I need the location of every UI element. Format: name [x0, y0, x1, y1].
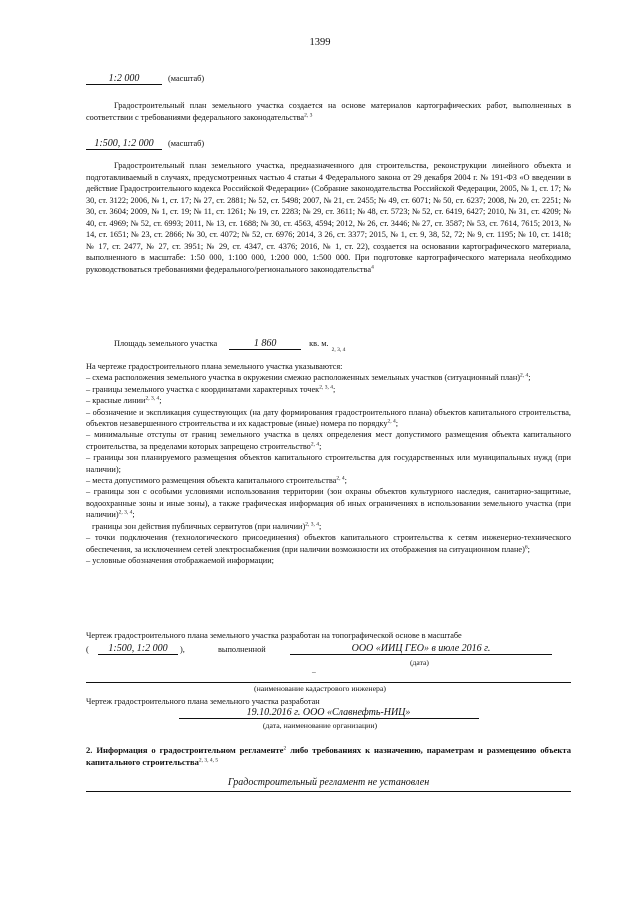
list-item: – границы зон планируемого размещения объектов капитального строительства для государственных или муниципальных нужд (при наличии);: [86, 453, 571, 474]
topo-performer-value: ООО «ИИЦ ГЕО» в июле 2016 г.: [290, 643, 552, 655]
paragraph-text: Градостроительный план земельного участка, предназначенного для строительства, реконструкции линейного объекта и подготавливаемый в случаях, предусмотренных частью 4 статьи 4 Федерального закона от 29 декабря 2004 г. № 191-ФЗ «О введении в действие Градостроительного кодекса Российской Федерации» (Собрание законодательства Российской Федерации, 2005, № 1, ст. 17; № 30, ст. 3122; 2006, № 1, ст. 17; № 27, ст. 2881; № 52, ст. 5498; 2007, № 21, ст. 2455; № 49, ст. 6071; № 50, ст. 6237; 2008, № 20, ст. 2251; № 30, ст. 3604; 2009, № 1, ст. 19; № 11, ст. 1261; № 19, ст. 2283; № 29, ст. 3611; № 48, ст. 5723; № 52, ст. 6419, 6427; 2010, № 31, ст. 4209; № 40, ст. 4969; № 52, ст. 6993; 2011, № 13, ст. 1688; № 30, ст. 4563, 4594; 2012, № 26, ст. 3446; № 27, ст. 3587; № 53, ст. 7614, 7615; 2013, № 14, ст. 1651; № 23, ст. 2866; № 30, ст. 4072; № 52, ст. 6976; 2014, 3 26, ст. 3377; 2015, № 1, ст. 9, 38, 52, 72; № 9, ст. 1195; № 10, ст. 1418; № 17, ст. 2477, № 27, ст. 3951; № 29, ст. 4347, ст. 4376; 2016, № 1, ст. 22), создается на основании картографического материала, выполненного в масштабе: 1:50 000, 1:100 000, 1:200 000, 1:500 000. При подготовке картографического материала необходимо руководствоваться требованиями федерального/регионального законодательства: [86, 161, 571, 274]
scale-row-2: [86, 138, 571, 150]
area-unit: кв. м.: [309, 339, 329, 349]
developed-value: 19.10.2016 г. ООО «Славнефть-НИЦ»: [179, 707, 479, 719]
list-item: – точки подключения (технологического присоединения) объектов капитального строительства к сетям инженерно-технического обеспечения, за исключением сетей электроснабжения (при наличии возможности их отображения на ситуационном плане)$^6$;: [86, 533, 571, 554]
area-row: Площадь земельного участка 1 860 кв. м. 2, 3, 4: [114, 338, 346, 353]
scale-label-1: (масштаб): [168, 74, 205, 84]
list-item: границы зон действия публичных сервитутов (при наличии)$^{2, 3, 4}$;: [92, 521, 322, 531]
scale-value-1: 1:2 000: [86, 73, 162, 85]
topo-basis-text: Чертеж градостроительного плана земельного участка разработан на топографической основе в масштабе: [86, 631, 462, 640]
regulation-underline: [86, 791, 571, 792]
scale-row-1: [86, 73, 571, 85]
scale-label-2: (масштаб): [168, 139, 205, 149]
topo-basis-row: [86, 643, 571, 657]
dash: –: [312, 667, 316, 676]
list-item: – минимальные отступы от границ земельного участка в целях определения мест допустимого размещения объекта капитального строительства, за пределами которых запрещено строительство$^{2, 4}$;: [86, 430, 571, 451]
page-number: 1399: [309, 37, 331, 48]
list-item: – красные линии$^{2, 3, 4}$;: [86, 395, 162, 406]
scale-value-2: 1:500, 1:2 000: [86, 138, 162, 150]
footnote-ref: 2, 3: [304, 112, 313, 119]
topo-scale-value: 1:500, 1:2 000: [98, 643, 178, 655]
divider-line: [86, 682, 571, 683]
area-label: Площадь земельного участка: [114, 339, 218, 349]
engineer-caption: (наименование кадастрового инженера): [253, 684, 387, 693]
developed-caption: (дата, наименование организации): [262, 721, 378, 730]
section-2-heading: 2. Информация о градостроительном регламенте$^2$ либо требованиях к назначению, параметрам и размещению объекта капитального строительства$^{2, 3, 4, 5}$: [86, 745, 571, 767]
open-paren: (: [86, 645, 89, 654]
paragraph-maps-basis: [86, 100, 571, 123]
paragraph-text: Градостроительный план земельного участка создается на основе материалов картографических работ, выполненных в соответствии с требованиями федерального законодательства: [86, 101, 571, 122]
paragraph-linear-object: [86, 160, 571, 275]
area-value: 1 860: [229, 338, 301, 350]
list-item: – условные обозначения отображаемой информации;: [86, 555, 274, 565]
list-item: – места допустимого размещения объекта капитального строительства$^{2, 4}$;: [86, 475, 347, 486]
list-item: – схема расположения земельного участка в окружении смежно расположенных земельных участков (ситуационный план)$^{2, 4}$;: [86, 372, 531, 383]
developed-label: Чертеж градостроительного плана земельного участка разработан: [86, 697, 320, 706]
list-item: – границы зон с особыми условиями использования территории (зон охраны объектов культурного наследия, санитарно-защитные, водоохранные зоны и иные зоны), а также графическая информация об иных ограничениях в использовании земельного участка (при наличии)$^{2, 3, 4}$;: [86, 487, 571, 520]
developed-value-row: [86, 707, 571, 719]
drawing-requirements: [86, 361, 571, 566]
date-caption: (дата): [410, 658, 429, 667]
list-item: – обозначение и экспликация существующих (на дату формирования градостроительного плана) объектов капитального строительства, объектов незавершенного строительства и их кадастровые (иные) номера по порядку$^{2, 4}$;: [86, 407, 571, 429]
footnote-ref: 4: [371, 264, 374, 271]
performed-label: выполненной: [218, 645, 266, 654]
close-paren: ),: [180, 645, 185, 654]
drawing-intro: На чертеже градостроительного плана земельного участка указываются:: [86, 362, 343, 371]
list-item: – границы земельного участка с координатами характерных точек$^{2, 3, 4}$;: [86, 384, 336, 394]
regulation-value: Градостроительный регламент не установлен: [227, 777, 430, 788]
